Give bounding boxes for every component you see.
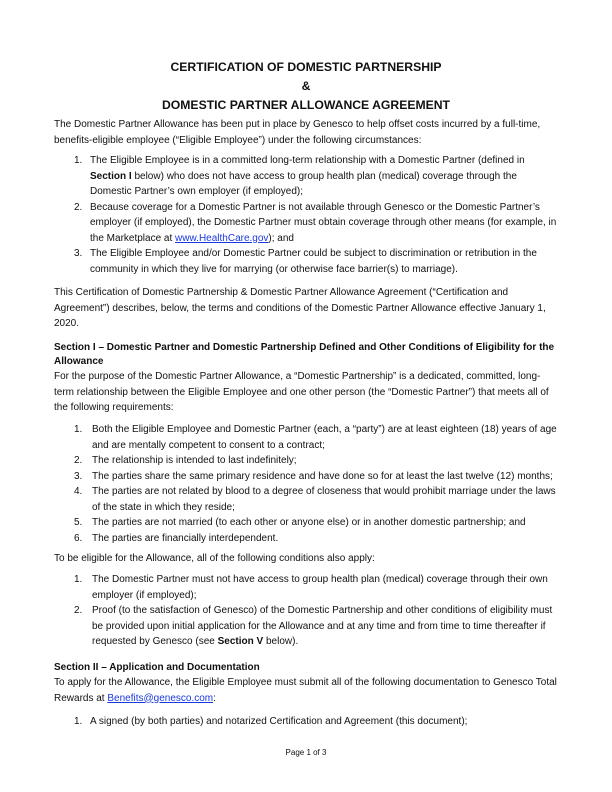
list-item: 1. A signed (by both parties) and notarized Certification and Agreement (this document); — [74, 716, 468, 727]
section-reference: Section I — [90, 170, 132, 182]
section-1-heading: Section I – Domestic Partner and Domestic Partnership Defined and Other Conditions of Eligibility for the Allowance — [54, 342, 555, 367]
section-reference: Section V — [217, 636, 264, 647]
title-line-3: DOMESTIC PARTNER ALLOWANCE AGREEMENT — [162, 98, 450, 112]
conditions-list — [54, 572, 558, 650]
list-item: 2. Because coverage for a Domestic Partner is not available through Genesco or the Domestic Partner’s employer (if employed), the Domestic Partner must obtain coverage through other means (for example, in the Marketplace at www.HealthCare.gov); and — [74, 201, 557, 244]
list-item: 1. The Eligible Employee is in a committed long-term relationship with a Domestic Partner (defined in Section I below) who does not have access to group health plan (medical) coverage through the Domestic Partner’s own employer (if employed); — [74, 155, 525, 197]
section-2-paragraph: To apply for the Allowance, the Eligible Employee must submit all of the following documentation to Genesco Total Rewards at Benefits@genesco.com: — [54, 677, 557, 704]
closing-paragraph: This Certification of Domestic Partnership & Domestic Partner Allowance Agreement (“Certification and Agreement”) describes, below, the terms and conditions of the Domestic Partner Allowance effective January 1, 2020. — [54, 287, 546, 329]
title-line-1: CERTIFICATION OF DOMESTIC PARTNERSHIP — [170, 60, 442, 74]
section-2-heading: Section II – Application and Documentation — [54, 662, 260, 673]
list-item: 4. The parties are not related by blood to a degree of closeness that would prohibit marriage under the laws of the state in which they reside; — [74, 486, 556, 513]
list-item: 3. The parties share the same primary residence and have done so for at least the last twelve (12) months; — [74, 470, 553, 482]
intro-list — [54, 153, 558, 277]
title-line-2: & — [301, 79, 311, 93]
healthcare-gov-link[interactable]: www.HealthCare.gov — [175, 232, 269, 244]
section-1-paragraph: For the purpose of the Domestic Partner Allowance, a “Domestic Partnership” is a dedicated, committed, long-term relationship between the Eligible Employee and one other person (the “Domestic Partner”) that meets all of the following requirements: — [54, 371, 549, 413]
list-item: 3. The Eligible Employee and/or Domestic Partner could be subject to discrimination or retribution in the community in which they live for marrying (or otherwise face barrier(s) to marriage). — [74, 248, 537, 275]
document-title — [54, 58, 558, 115]
list-item: 5. The parties are not married (to each other or anyone else) or in another domestic partnership; and — [74, 517, 526, 528]
list-item: 1. Both the Eligible Employee and Domestic Partner (each, a “party”) are at least eighteen (18) years of age and are mentally competent to consent to a contract; — [74, 424, 557, 451]
list-item: 1. The Domestic Partner must not have access to group health plan (medical) coverage through their own employer (if employed); — [74, 574, 548, 601]
requirements-list — [54, 422, 558, 546]
benefits-email-link[interactable]: Benefits@genesco.com — [107, 692, 214, 704]
list-item: 2. Proof (to the satisfaction of Genesco) of the Domestic Partnership and other conditions of eligibility must be provided upon initial application for the Allowance and at any time and from time to time thereafter if requested by Genesco (see Section V below). — [74, 605, 553, 647]
conditions-intro: To be eligible for the Allowance, all of the following conditions also apply: — [54, 553, 375, 564]
list-item: 2. The relationship is intended to last indefinitely; — [74, 455, 297, 466]
intro-paragraph: The Domestic Partner Allowance has been put in place by Genesco to help offset costs incurred by a full-time, benefits-eligible employee (“Eligible Employee”) under the following circumstances: — [54, 119, 541, 146]
documentation-list — [54, 714, 558, 730]
list-item: 6. The parties are financially interdependent. — [74, 532, 279, 544]
page-number: Page 1 of 3 — [285, 748, 327, 757]
